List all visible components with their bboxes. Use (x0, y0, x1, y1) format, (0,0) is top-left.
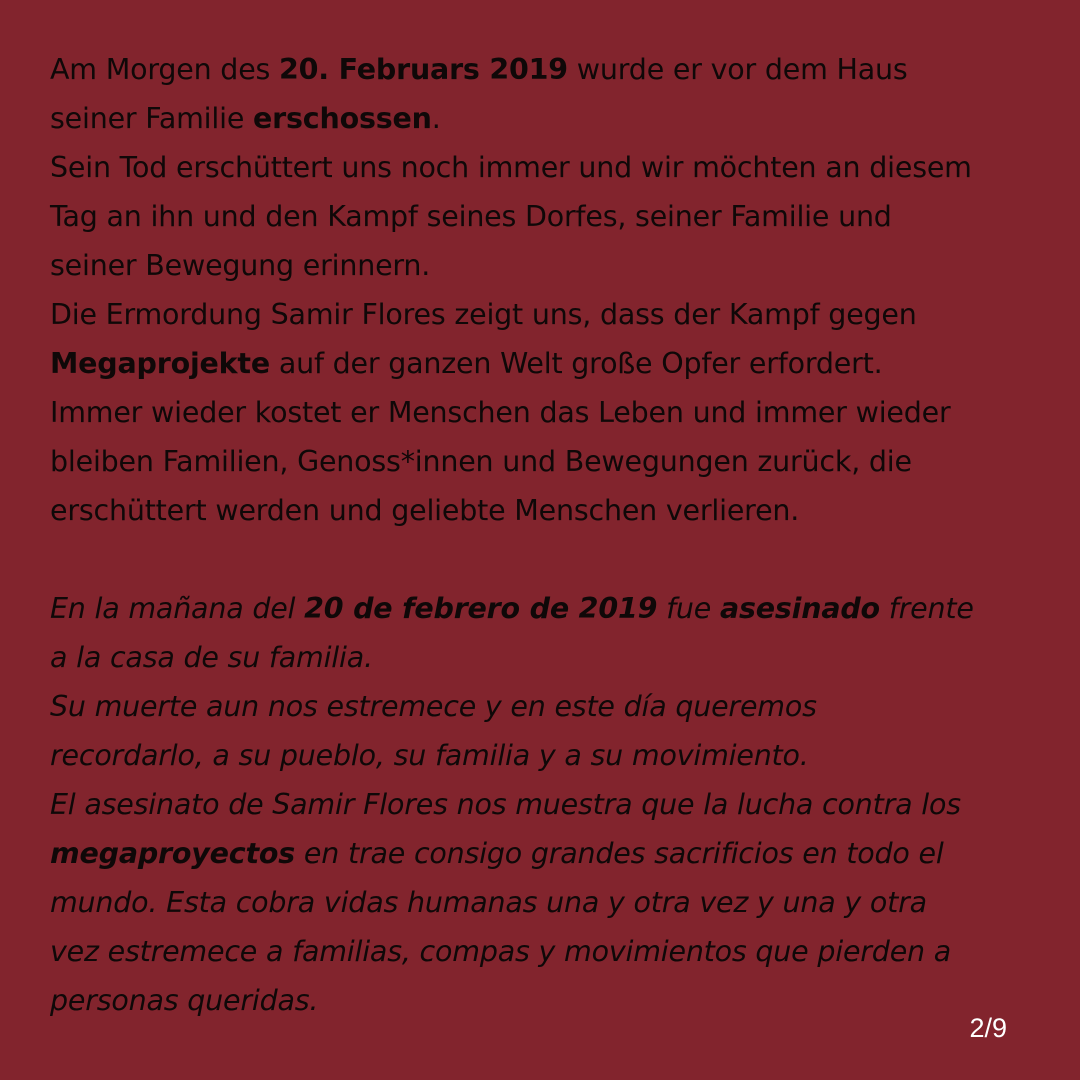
text-line: bleiben Familien, Genoss*innen und Bewegungen zurück, die (50, 445, 912, 478)
text-span: wurde er vor dem Haus (567, 53, 908, 86)
emphasis: megaproyectos (50, 837, 296, 870)
emphasis: erschossen (253, 102, 432, 135)
text-span: seiner Familie (50, 102, 254, 135)
page-indicator: 2/9 (969, 1013, 1007, 1043)
date-highlight: 20. Februars 2019 (279, 53, 568, 86)
text-span: en trae consigo grandes sacrificios en todo el (295, 837, 944, 870)
text-span: frente (879, 592, 974, 625)
text-line: Sein Tod erschüttert uns noch immer und wir möchten an diesem (50, 151, 972, 184)
text-span: fue (657, 592, 720, 625)
text-line (50, 45, 1050, 94)
emphasis: asesinado (719, 592, 880, 625)
text-line (50, 94, 1050, 143)
text-span: auf der ganzen Welt große Opfer erfordert. (269, 347, 883, 380)
paragraph-gap (50, 535, 1050, 584)
post-text (50, 45, 1050, 1025)
text-line: recordarlo, a su pueblo, su familia y a su movimiento. (50, 739, 809, 772)
text-line (50, 829, 1050, 878)
text-line: Immer wieder kostet er Menschen das Leben und immer wieder (50, 396, 951, 429)
text-line (50, 584, 1050, 633)
text-line: vez estremece a familias, compas y movimientos que pierden a (50, 935, 952, 968)
emphasis: Megaprojekte (50, 347, 270, 380)
text-line: a la casa de su familia. (50, 641, 373, 674)
text-span: Am Morgen des (50, 53, 280, 86)
text-line: Su muerte aun nos estremece y en este día queremos (50, 690, 817, 723)
text-line: mundo. Esta cobra vidas humanas una y otra vez y una y otra (50, 886, 927, 919)
text-line: seiner Bewegung erinnern. (50, 249, 431, 282)
text-line: Die Ermordung Samir Flores zeigt uns, dass der Kampf gegen (50, 298, 917, 331)
text-span: . (431, 102, 441, 135)
text-line (50, 339, 1050, 388)
german-paragraph (50, 45, 1050, 535)
text-line: erschüttert werden und geliebte Menschen verlieren. (50, 494, 800, 527)
text-line: Tag an ihn und den Kampf seines Dorfes, seiner Familie und (50, 200, 892, 233)
spanish-paragraph (50, 584, 1050, 1025)
text-line: personas queridas. (50, 984, 319, 1017)
text-span: En la mañana del (50, 592, 305, 625)
text-line: El asesinato de Samir Flores nos muestra que la lucha contra los (50, 788, 961, 821)
date-highlight: 20 de febrero de 2019 (304, 592, 658, 625)
